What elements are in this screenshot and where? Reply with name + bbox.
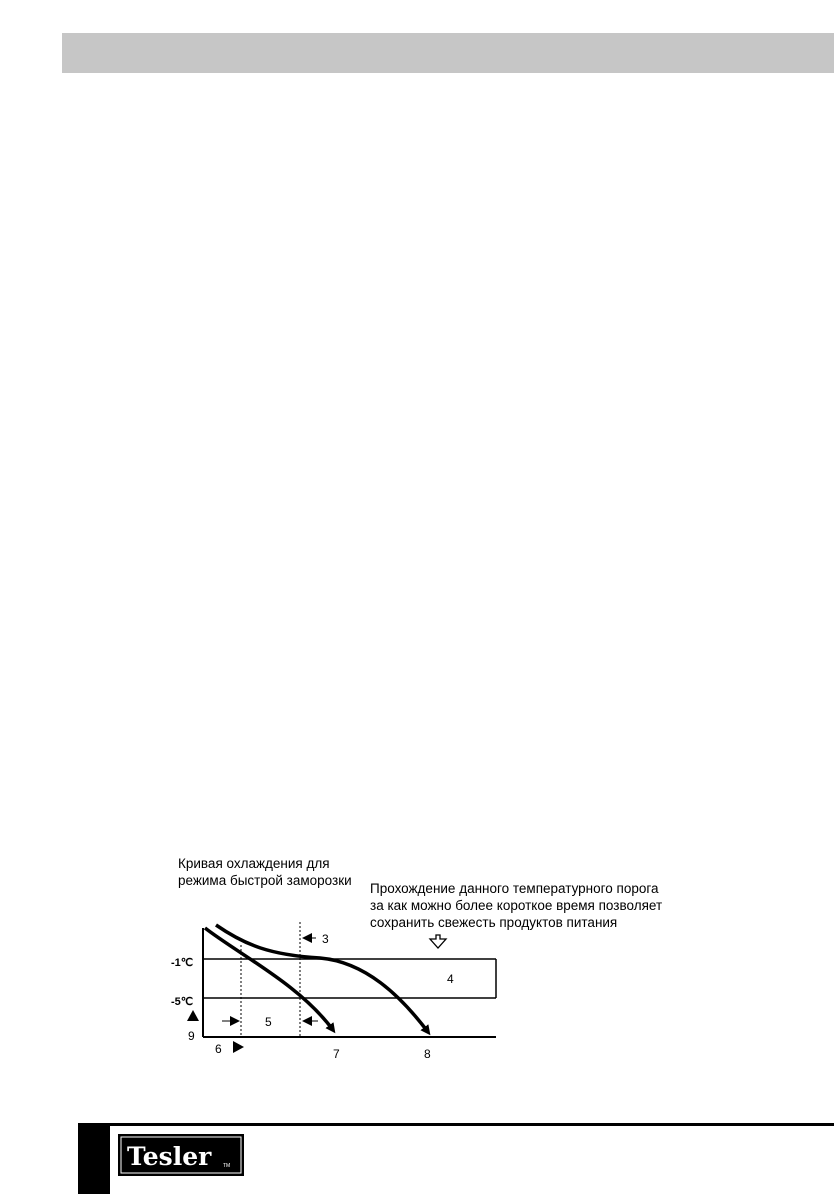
caption-left-line1: Кривая охлаждения для <box>178 856 330 871</box>
header-bar <box>62 33 834 73</box>
arrow-right-icon <box>230 1016 240 1026</box>
logo-brand-text: Tesler <box>127 1142 212 1171</box>
label-3: 3 <box>322 932 329 946</box>
arrow-left-icon <box>302 1016 312 1026</box>
arrow-left-icon <box>302 933 312 943</box>
tesler-logo <box>118 1134 244 1176</box>
caption-right-line1: Прохождение данного температурного порога <box>370 881 659 896</box>
label-9: 9 <box>188 1029 195 1043</box>
footer-rule <box>78 1123 834 1126</box>
caption-left-line2: режима быстрой заморозки <box>178 873 352 888</box>
caption-cooling-curve <box>178 855 352 889</box>
open-down-arrow-icon <box>430 935 446 948</box>
arrow-right-icon <box>233 1041 244 1053</box>
label-5: 5 <box>265 1015 272 1029</box>
temp-label-upper: -1℃ <box>171 957 194 969</box>
label-6: 6 <box>215 1042 222 1056</box>
arrow-up-icon <box>187 1010 199 1021</box>
caption-right-line3: сохранить свежесть продуктов питания <box>370 915 618 930</box>
footer-block <box>78 1123 110 1194</box>
freezing-curve-diagram <box>160 915 520 1070</box>
label-7: 7 <box>333 1047 340 1061</box>
label-4: 4 <box>447 972 454 986</box>
logo-tm-text: TM <box>223 1163 231 1169</box>
caption-right-line2: за как можно более короткое время позволяет <box>370 898 663 913</box>
label-8: 8 <box>424 1047 431 1061</box>
temp-label-lower: -5℃ <box>171 996 194 1008</box>
